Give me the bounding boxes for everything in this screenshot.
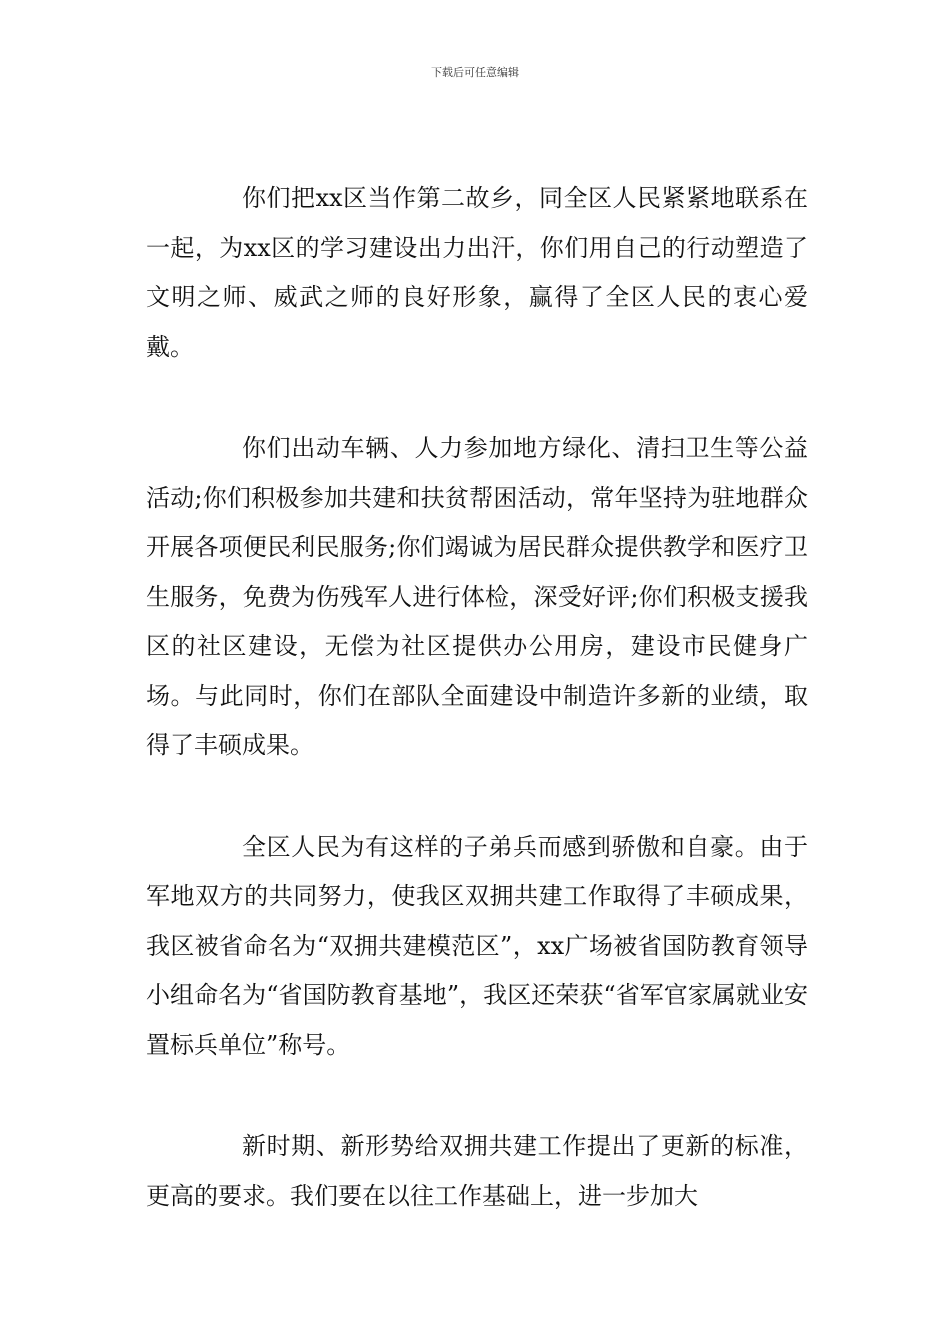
paragraph-2: 你们出动车辆、人力参加地方绿化、清扫卫生等公益活动;你们积极参加共建和扶贫帮困活动，常年坚持为驻地群众开展各项便民利民服务;你们竭诚为居民群众提供教学和医疗卫生服务，免费为伤残军人进行体检，深受好评;你们积极支援我区的社区建设，无偿为社区提供办公用房，建设市民健身广场。与此同时，你们在部队全面建设中制造许多新的业绩，取得了丰硕成果。	[146, 434, 808, 759]
document-body	[146, 174, 808, 1273]
header-note: 下载后可任意编辑	[431, 66, 519, 79]
paragraph-3: 全区人民为有这样的子弟兵而感到骄傲和自豪。由于军地双方的共同努力，使我区双拥共建工作取得了丰硕成果，我区被省命名为“双拥共建模范区”，xx广场被省国防教育领导小组命名为“省国防教育基地”，我区还荣获“省军官家属就业安置标兵单位”称号。	[146, 832, 808, 1059]
paragraph-1: 你们把xx区当作第二故乡，同全区人民紧紧地联系在一起，为xx区的学习建设出力出汗，你们用自己的行动塑造了文明之师、威武之师的良好形象，赢得了全区人民的衷心爱戴。	[146, 184, 808, 361]
paragraph-4: 新时期、新形势给双拥共建工作提出了更新的标准，更高的要求。我们要在以往工作基础上，进一步加大	[146, 1132, 808, 1210]
